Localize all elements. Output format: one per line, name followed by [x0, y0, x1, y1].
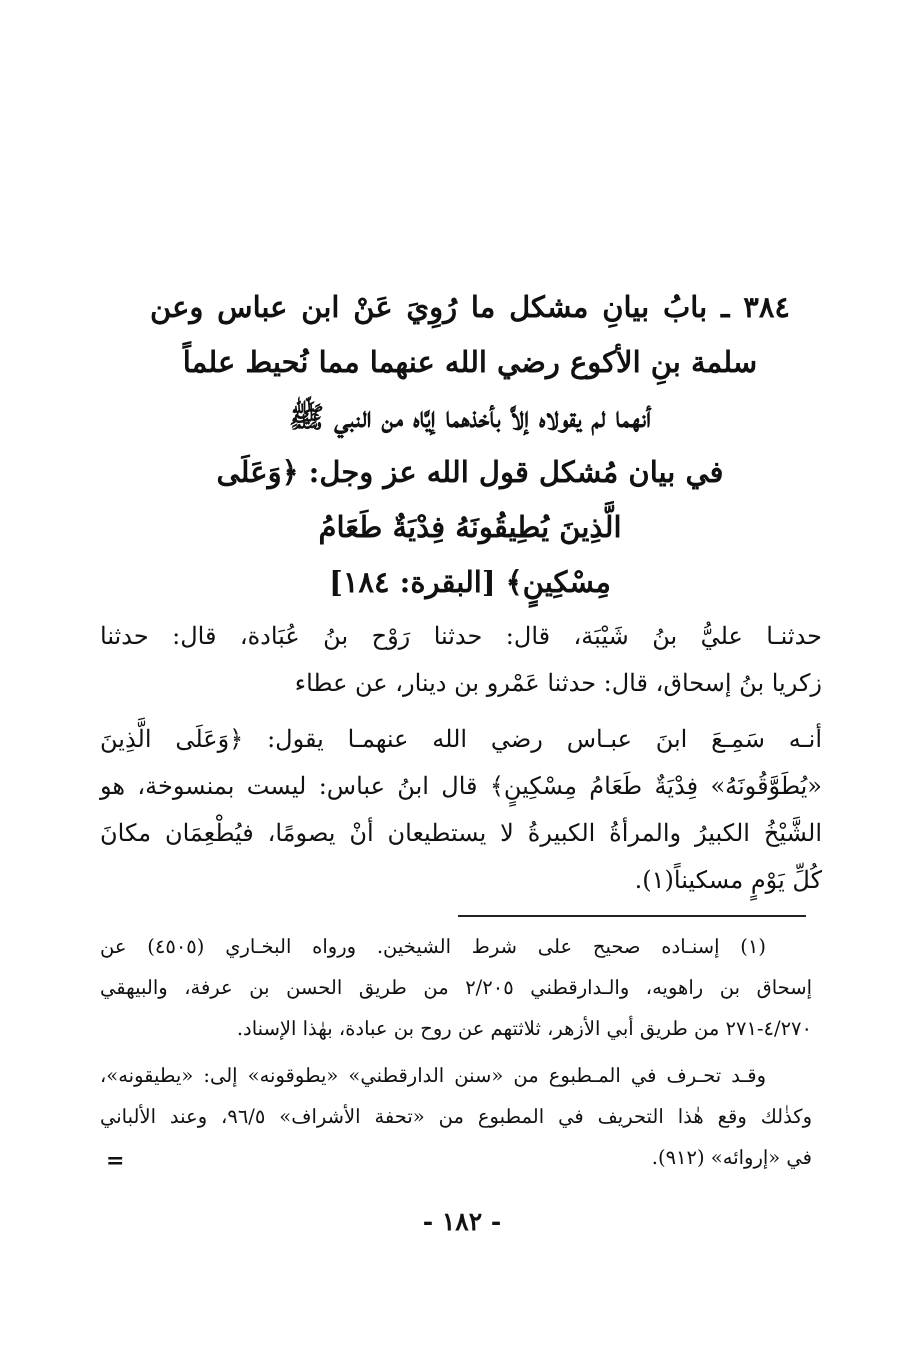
heading-line: ٣٨٤ ـ بابُ بيانِ مشكل ما رُوِيَ عَنْ ابن عباس وعن — [150, 290, 790, 324]
hadith-paragraph — [100, 716, 822, 904]
body-line: حدثنـا عليُّ بنُ شَيْبَة، قال: حدثنا رَوْح بنُ عُبَادة، قال: حدثنا — [100, 622, 822, 650]
footnote-line: (١) إسنـاده صحيح على شرط الشيخين. ورواه البخـاري (٤٥٠٥) عن — [100, 935, 766, 958]
footnote-line: وقـد تحـرف في المـطبوع من «سنن الدارقطني» «يطوقونه» إلى: «يطيقونه»، — [100, 1064, 766, 1087]
footnote-line: ٤/٢٧٠-٢٧١ من طريق أبي الأزهر، ثلاثتهم عن روح بن عبادة، بهٰذا الإسناد. — [236, 1017, 812, 1040]
body-line: أنـه سَمِـعَ ابنَ عبـاس رضي الله عنهمـا يقول: ﴿وَعَلَى الَّذِينَ — [100, 725, 822, 753]
heading-line: مِسْكِينٍ﴾ [البقرة: ١٨٤] — [329, 565, 611, 599]
footnote-line: وكذٰلك وقع هٰذا التحريف في المطبوع من «تحفة الأشراف» ٩٦/٥، وعند الألباني — [100, 1105, 812, 1128]
chapter-heading — [150, 280, 790, 610]
heading-line: الَّذِينَ يُطِيقُونَهُ فِدْيَةٌ طَعَامُ — [318, 510, 622, 544]
body-line: زكريا بنُ إسحاق، قال: حدثنا عَمْرو بن دينار، عن عطاء — [294, 669, 822, 697]
footnote-line: في «إروائه» (٩١٢). — [651, 1146, 812, 1169]
body-line: «يُطَوَّقُونَهُ» فِدْيَةٌ طَعَامُ مِسْكِينٍ﴾ قال ابنُ عباس: ليست بمنسوخة، هو — [100, 772, 822, 800]
heading-line: سلمة بنِ الأكوع رضي الله عنهما مما نُحيط علماً — [182, 345, 758, 379]
body-line: كُلِّ يَوْمٍ مسكيناً(١). — [634, 866, 822, 894]
footnote-separator — [458, 915, 806, 917]
footnote-line: إسحاق بن راهويه، والـدارقطني ٢/٢٠٥ من طريق الحسن بن عرفة، والبيهقي — [100, 976, 812, 999]
footnote-continuation-mark: = — [106, 1148, 125, 1174]
heading-line: في بيان مُشكل قول الله عز وجل: ﴿وَعَلَى — [216, 455, 724, 489]
page-number: - ١٨٢ - — [422, 1207, 502, 1236]
footnote-1 — [100, 926, 812, 1049]
heading-line: أنهما لم يقولاه إلاَّ بأخذهما إيَّاه من النبي ﷺ — [288, 400, 652, 434]
body-line: الشَّيْخُ الكبيرُ والمرأةُ الكبيرةُ لا يستطيعان أنْ يصومًا، فيُطْعِمَان مكانَ — [100, 819, 822, 847]
footnote-2 — [100, 1055, 812, 1178]
isnad-paragraph — [100, 613, 822, 707]
